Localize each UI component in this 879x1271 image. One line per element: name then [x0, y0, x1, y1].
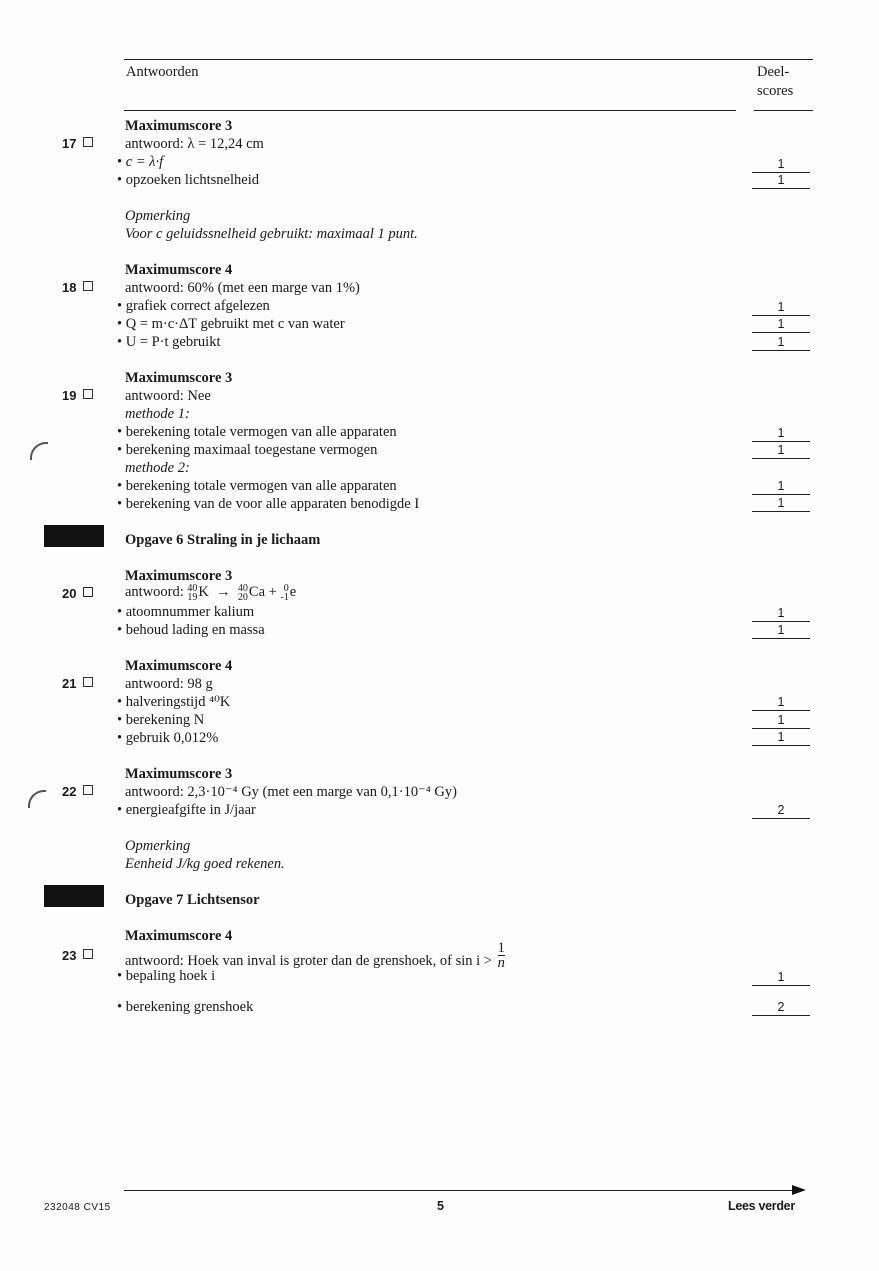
q17-score-2: 1 — [752, 172, 810, 189]
q22-answer: antwoord: 2,3·10⁻⁴ Gy (met een marge van 0,1·10⁻⁴ Gy) — [125, 784, 457, 800]
checkbox-icon — [83, 949, 93, 959]
q23-max: Maximumscore 4 — [125, 928, 233, 944]
q19-number: 19 — [62, 387, 112, 405]
footer-rule — [124, 1190, 794, 1191]
q23-score-2: 2 — [752, 999, 810, 1016]
q20-item-1: • atoomnummer kalium — [117, 604, 255, 620]
q18-max: Maximumscore 4 — [125, 262, 233, 278]
q20-answer: antwoord: 40 19K → 40 20Ca + 0 -1e — [125, 582, 297, 603]
q18-score-1: 1 — [752, 299, 810, 316]
section-marker-block — [44, 525, 104, 547]
deelscores-heading-1: Deel- — [757, 64, 790, 80]
footer-code: 232048 CV15 — [44, 1202, 111, 1213]
q17-answer: antwoord: λ = 12,24 cm — [125, 136, 264, 152]
q22-note: Eenheid J/kg goed rekenen. — [125, 856, 285, 872]
q19-methode-2: methode 2: — [125, 460, 190, 476]
q23-answer: antwoord: Hoek van inval is groter dan de grenshoek, of sin i > $\frac{1}{n}$ — [125, 940, 505, 971]
q22-number: 22 — [62, 783, 112, 801]
q17-score-1: 1 — [752, 156, 810, 173]
q20-number: 20 — [62, 585, 112, 603]
q20-max: Maximumscore 3 — [125, 568, 233, 584]
q19-score-2: 1 — [752, 442, 810, 459]
q21-number: 21 — [62, 675, 112, 693]
q17-max: Maximumscore 3 — [125, 118, 233, 134]
q18-item-3: • U = P·t gebruikt — [117, 334, 221, 350]
q20-score-1: 1 — [752, 605, 810, 622]
q18-score-2: 1 — [752, 316, 810, 333]
q19-item-1: • berekening totale vermogen van alle apparaten — [117, 424, 397, 440]
q21-score-2: 1 — [752, 712, 810, 729]
q23-score-1: 1 — [752, 969, 810, 986]
q19-item-4: • berekening van de voor alle apparaten benodigde I — [117, 496, 420, 512]
checkbox-icon — [83, 137, 93, 147]
checkbox-icon — [83, 281, 93, 291]
q17-number: 17 — [62, 135, 112, 153]
q19-score-4: 1 — [752, 495, 810, 512]
top-rule — [124, 59, 813, 60]
electron-symbol: 0 -1 — [280, 582, 289, 603]
q21-item-3: • gebruik 0,012% — [117, 730, 219, 746]
q21-item-2: • berekening N — [117, 712, 205, 728]
q17-opmerking: Opmerking — [125, 208, 191, 224]
q22-opmerking: Opmerking — [125, 838, 191, 854]
q19-score-1: 1 — [752, 425, 810, 442]
q22-item-1: • energieafgifte in J/jaar — [117, 802, 256, 818]
section-marker-block — [44, 885, 104, 907]
q19-max: Maximumscore 3 — [125, 370, 233, 386]
q20-score-2: 1 — [752, 622, 810, 639]
q19-item-3: • berekening totale vermogen van alle apparaten — [117, 478, 397, 494]
fraction-1-over-n: $\frac{1}{n}$ — [497, 940, 505, 971]
q18-answer: antwoord: 60% (met een marge van 1%) — [125, 280, 360, 296]
q21-score-3: 1 — [752, 729, 810, 746]
lees-verder-label: Lees verder — [728, 1199, 795, 1213]
q21-max: Maximumscore 4 — [125, 658, 233, 674]
q19-methode-1: methode 1: — [125, 406, 190, 422]
q23-item-1: • bepaling hoek i — [117, 968, 216, 984]
q17-note: Voor c geluidssnelheid gebruikt: maximaal 1 punt. — [125, 226, 418, 242]
checkbox-icon — [83, 677, 93, 687]
q21-answer: antwoord: 98 g — [125, 676, 213, 692]
checkbox-icon — [83, 389, 93, 399]
q18-item-1: • grafiek correct afgelezen — [117, 298, 270, 314]
q17-item-2: • opzoeken lichtsnelheid — [117, 172, 259, 188]
checkbox-icon — [83, 587, 93, 597]
q19-answer: antwoord: Nee — [125, 388, 211, 404]
q22-score-1: 2 — [752, 802, 810, 819]
q21-item-1: • halveringstijd ⁴⁰K — [117, 694, 231, 710]
header-rule — [124, 110, 736, 111]
q22-max: Maximumscore 3 — [125, 766, 233, 782]
footer-arrow-icon — [792, 1185, 806, 1195]
opgave-7-heading: Opgave 7 Lichtsensor — [125, 892, 260, 908]
q21-score-1: 1 — [752, 694, 810, 711]
q23-number: 23 — [62, 947, 112, 965]
q18-item-2: • Q = m·c·ΔT gebruikt met c van water — [117, 316, 345, 332]
checkbox-icon — [83, 785, 93, 795]
handwritten-mark — [30, 442, 48, 460]
q18-number: 18 — [62, 279, 112, 297]
opgave-6-heading: Opgave 6 Straling in je lichaam — [125, 532, 321, 548]
isotope-ca40: 40 20 — [237, 582, 248, 603]
q17-item-1: • c = λ·f — [117, 154, 164, 170]
isotope-k40: 40 19 — [187, 582, 198, 603]
page-number: 5 — [437, 1199, 444, 1213]
handwritten-mark — [28, 790, 46, 808]
q23-item-2: • berekening grenshoek — [117, 999, 254, 1015]
q18-score-3: 1 — [752, 334, 810, 351]
antwoorden-heading: Antwoorden — [126, 64, 199, 80]
deelscores-heading-2: scores — [757, 83, 794, 99]
q19-item-2: • berekening maximaal toegestane vermogen — [117, 442, 378, 458]
q20-item-2: • behoud lading en massa — [117, 622, 265, 638]
q19-score-3: 1 — [752, 478, 810, 495]
header-rule-scores — [754, 110, 813, 111]
